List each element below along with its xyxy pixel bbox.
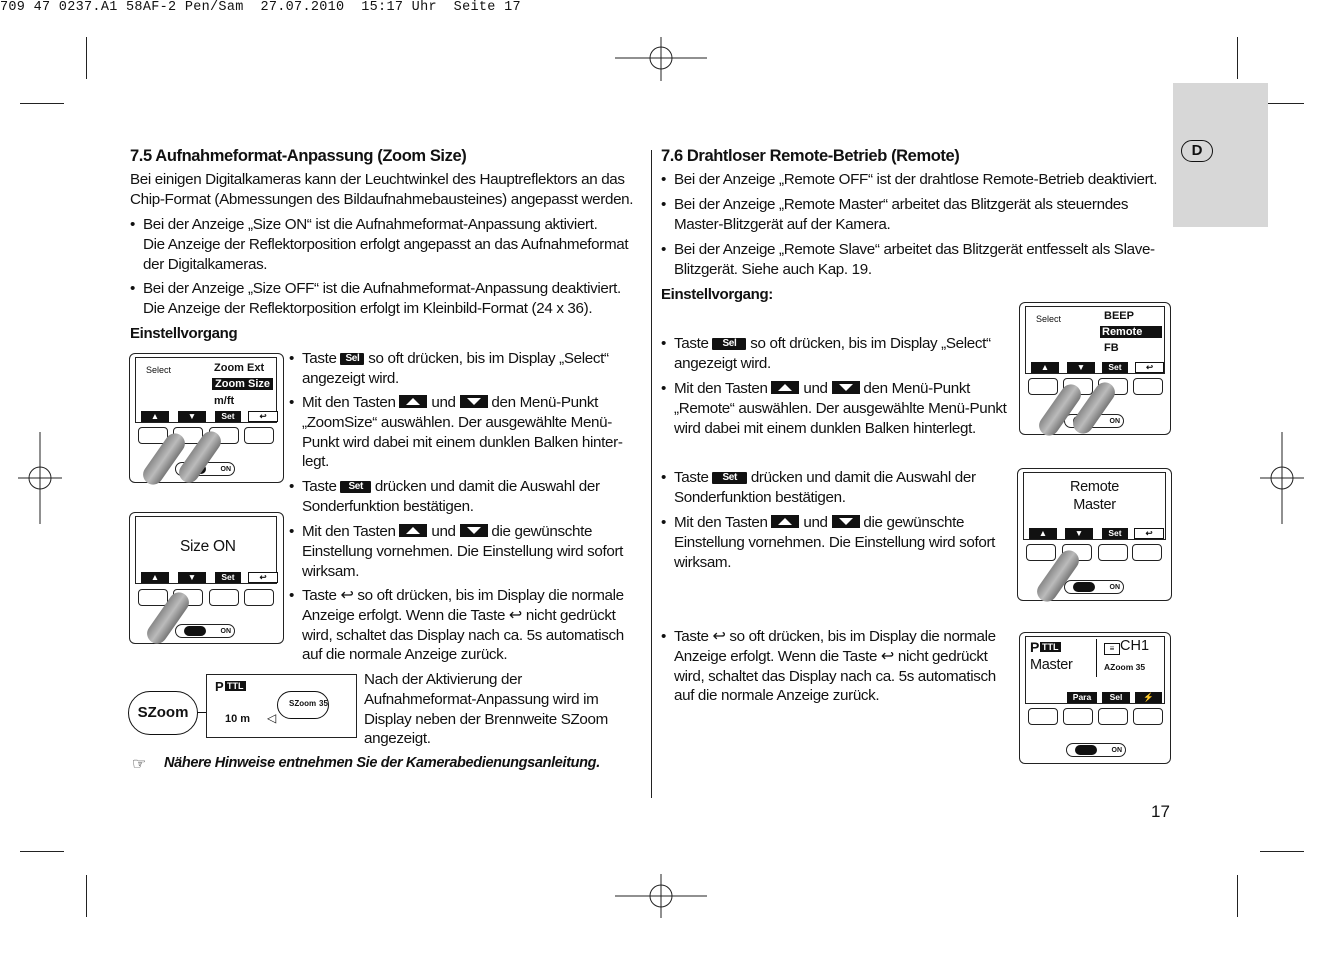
- lcd-size-on: Size ON: [180, 538, 236, 555]
- softkey-down-icon: ▼: [178, 572, 206, 583]
- bullet-remote-slave: • Bei der Anzeige „Remote Slave“ arbeitet das Blitzgerät entfesselt als Slave- Blitzgerät. Siehe auch Kap. 19.: [661, 241, 1155, 278]
- softkey-set: Set: [215, 411, 241, 422]
- intro-line: Bei einigen Digitalkameras kann der Leuchtwinkel des Hauptreflektors an das: [130, 171, 625, 188]
- flash-panel-remote-master: [1017, 468, 1172, 601]
- lcd-menu-item-selected: Remote: [1100, 326, 1162, 338]
- intro-paragraph: [130, 170, 645, 210]
- return-key-icon: ↩: [508, 606, 522, 624]
- remote-step-5: • Taste ↩ so oft drücken, bis im Display die normale Anzeige erfolgt. Wenn die Taste ↩ nicht gedrückt wird, schaltet das Display nach ca. 5s automatisch auf die normale Anzeige zurück.: [661, 628, 996, 705]
- camera-manual-note: Nähere Hinweise entnehmen Sie der Kamerabedienungsanleitung.: [164, 755, 600, 771]
- down-key-icon: [832, 515, 860, 528]
- up-key-icon: [399, 524, 427, 537]
- softkey-up-icon: ▲: [141, 572, 169, 583]
- section-heading-remote: 7.6 Drahtloser Remote-Betrieb (Remote): [661, 147, 960, 165]
- flash-panel-size-on: [129, 512, 284, 644]
- lcd-menu-item: m/ft: [214, 395, 235, 407]
- sel-key-icon: Sel: [340, 353, 364, 365]
- lcd-display: [135, 516, 277, 584]
- language-tab: [1173, 83, 1268, 227]
- crop-mark: [1237, 37, 1238, 79]
- lcd-select-label: Select: [146, 365, 172, 375]
- step-1: • Taste Sel so oft drücken, bis im Display „Select“ angezeigt wird.: [289, 350, 609, 387]
- subheading-einstellvorgang-remote: Einstellvorgang:: [661, 286, 773, 303]
- crop-mark: [20, 851, 64, 852]
- mode-p: P: [215, 679, 224, 694]
- on-switch[interactable]: ON: [1064, 580, 1124, 594]
- button-4[interactable]: [1133, 708, 1163, 725]
- lcd-menu-item-selected: Zoom Size: [212, 378, 273, 390]
- button-3[interactable]: [1098, 708, 1128, 725]
- lcd-menu-item: BEEP: [1104, 310, 1134, 322]
- lcd-display: [1025, 306, 1165, 374]
- mode-p: P: [1030, 639, 1040, 655]
- bullet-remote-off: • Bei der Anzeige „Remote OFF“ ist der drahtlose Remote-Betrieb deaktiviert.: [661, 171, 1158, 188]
- language-tab-label: D: [1181, 140, 1213, 162]
- softkey-up-icon: ▲: [141, 411, 169, 422]
- print-slug: 709 47 0237.A1 58AF-2 Pen/Sam 27.07.2010 15:17 Uhr Seite 17: [0, 0, 521, 15]
- softkey-flash-icon: ⚡: [1135, 692, 1162, 703]
- softkey-up-icon: ▲: [1029, 528, 1057, 539]
- softkey-set: Set: [1102, 528, 1128, 539]
- lcd-master: Master: [1030, 657, 1073, 673]
- flash-panel-select-remote: [1019, 302, 1171, 435]
- sel-key-icon: Sel: [712, 338, 746, 350]
- button-4[interactable]: [1133, 378, 1163, 395]
- up-key-icon: [771, 381, 799, 394]
- zoom-value: 35: [319, 699, 328, 708]
- subheading-einstellvorgang: Einstellvorgang: [130, 325, 238, 342]
- page-number: 17: [1151, 802, 1170, 821]
- lcd-remote-line: Remote: [1070, 479, 1119, 495]
- button-4[interactable]: [244, 589, 274, 606]
- softkey-set: Set: [215, 572, 241, 583]
- lcd-display: [1023, 472, 1166, 540]
- bullet-remote-master: • Bei der Anzeige „Remote Master“ arbeitet das Blitzgerät als steuerndes Master-Blitzgerät auf der Kamera.: [661, 196, 1129, 233]
- column-divider: [651, 150, 652, 798]
- softkey-return-icon: ↩: [248, 572, 278, 583]
- flash-panel-select-zoom: [129, 353, 284, 483]
- registration-mark-top: [615, 37, 707, 81]
- on-switch[interactable]: ON: [175, 624, 235, 638]
- szoom-text: SZoom: [289, 699, 317, 708]
- step-3: • Taste Set drücken und damit die Auswahl der Sonderfunktion bestätigen.: [289, 478, 600, 515]
- softkey-down-icon: ▼: [178, 411, 206, 422]
- set-key-icon: Set: [712, 472, 747, 484]
- remote-step-2: • Mit den Tasten und den Menü-Punkt „Remote“ auswählen. Der ausgewählte Menü-Punkt wird dabei mit einem dunklen Balken hinterlegt.: [661, 380, 1007, 437]
- crop-mark: [86, 875, 87, 917]
- szoom-callout-label: SZoom: [128, 691, 198, 735]
- down-key-icon: [832, 381, 860, 394]
- step-4: • Mit den Tasten und die gewünschte Einstellung vornehmen. Die Einstellung wird sofort wirksam.: [289, 523, 624, 580]
- mode-ttl: TTL: [227, 681, 244, 691]
- button-1[interactable]: [1028, 378, 1058, 395]
- lcd-divider: [1096, 639, 1097, 677]
- registration-mark-bottom: [615, 874, 707, 918]
- button-3[interactable]: [1098, 544, 1128, 561]
- crop-mark: [1260, 851, 1304, 852]
- up-key-icon: [771, 515, 799, 528]
- button-3[interactable]: [209, 589, 239, 606]
- crop-mark: [86, 37, 87, 79]
- softkey-set: Set: [1102, 362, 1128, 373]
- azoom-value: AZoom 35: [1104, 662, 1146, 672]
- crop-mark: [20, 103, 64, 104]
- softkey-up-icon: ▲: [1031, 362, 1059, 373]
- softkey-para: Para: [1067, 692, 1097, 703]
- return-key-icon: ↩: [880, 647, 894, 665]
- reflector-icon: ◁: [267, 711, 277, 725]
- softkey-return-icon: ↩: [1134, 528, 1164, 539]
- after-activation-text: Nach der Aktivierung der Aufnahmeformat-Anpassung wird im Display neben der Brennweite SZoom angezeigt.: [364, 671, 608, 748]
- set-key-icon: Set: [340, 481, 371, 493]
- registration-mark-right: [1260, 432, 1304, 524]
- on-switch[interactable]: ON: [1064, 414, 1124, 428]
- remote-step-3: • Taste Set drücken und damit die Auswahl der Sonderfunktion bestätigen.: [661, 469, 976, 506]
- down-key-icon: [460, 395, 488, 408]
- on-switch[interactable]: ON: [175, 462, 235, 476]
- channel-icon: ≡: [1104, 643, 1120, 655]
- lcd-select-label: Select: [1036, 314, 1062, 324]
- softkey-down-icon: ▼: [1067, 362, 1095, 373]
- button-2[interactable]: [1063, 708, 1093, 725]
- button-4[interactable]: [244, 427, 274, 444]
- lcd-display: [135, 357, 277, 423]
- lcd-display: [1025, 636, 1165, 704]
- button-1[interactable]: [1028, 708, 1058, 725]
- on-switch[interactable]: ON: [1066, 743, 1126, 757]
- distance-value: 10 m: [225, 713, 251, 725]
- step-5: • Taste ↩ so oft drücken, bis im Display die normale Anzeige erfolgt. Wenn die Taste ↩ nicht gedrückt wird, schaltet das Display nach ca. 5s automatisch auf die normale Anzeige zurück.: [289, 587, 624, 664]
- softkey-return-icon: ↩: [1135, 362, 1164, 373]
- lcd-menu-item: FB: [1104, 342, 1119, 354]
- lcd-szoom-display: [206, 674, 357, 738]
- bullet-size-on: • Bei der Anzeige „Size ON“ ist die Aufnahmeformat-Anpassung aktiviert. Die Anzeige der Reflektorposition erfolgt angepasst an das Aufnahmeformat der Digitalkameras.: [130, 216, 629, 273]
- intro-line: Chip-Format (Abmessungen des Bildaufnahmebausteines) angepasst werden.: [130, 190, 634, 208]
- mode-ttl: TTL: [1042, 642, 1059, 652]
- lcd-master-line: Master: [1073, 497, 1116, 513]
- return-key-icon: ↩: [340, 587, 354, 604]
- down-key-icon: [460, 524, 488, 537]
- registration-mark-left: [18, 432, 62, 524]
- section-heading-zoom-size: 7.5 Aufnahmeformat-Anpassung (Zoom Size): [130, 147, 467, 165]
- up-key-icon: [399, 395, 427, 408]
- softkey-return-icon: ↩: [248, 411, 278, 422]
- button-1[interactable]: [1026, 544, 1056, 561]
- remote-step-4: • Mit den Tasten und die gewünschte Einstellung vornehmen. Die Einstellung wird sofort wirksam.: [661, 514, 996, 571]
- softkey-down-icon: ▼: [1065, 528, 1093, 539]
- channel-value: CH1: [1120, 638, 1150, 654]
- remote-step-1: • Taste Sel so oft drücken, bis im Display „Select“ angezeigt wird.: [661, 335, 991, 372]
- button-4[interactable]: [1132, 544, 1162, 561]
- flash-panel-normal-display: [1019, 632, 1171, 764]
- crop-mark: [1237, 875, 1238, 917]
- lcd-menu-item: Zoom Ext: [214, 362, 265, 374]
- button-1[interactable]: [138, 589, 168, 606]
- step-2: • Mit den Tasten und den Menü-Punkt „ZoomSize“ auswählen. Der ausgewählte Menü- Punkt wird dabei mit einem dunklen Balken hinter- legt.: [289, 394, 623, 471]
- bullet-size-off: • Bei der Anzeige „Size OFF“ ist die Aufnahmeformat-Anpassung deaktiviert. Die Anzeige der Reflektorposition erfolgt im Kleinbild-Format (24 x 36).: [130, 280, 621, 317]
- hand-pointer-icon: ☞: [132, 756, 147, 773]
- softkey-sel: Sel: [1102, 692, 1130, 703]
- return-key-icon: ↩: [712, 628, 726, 645]
